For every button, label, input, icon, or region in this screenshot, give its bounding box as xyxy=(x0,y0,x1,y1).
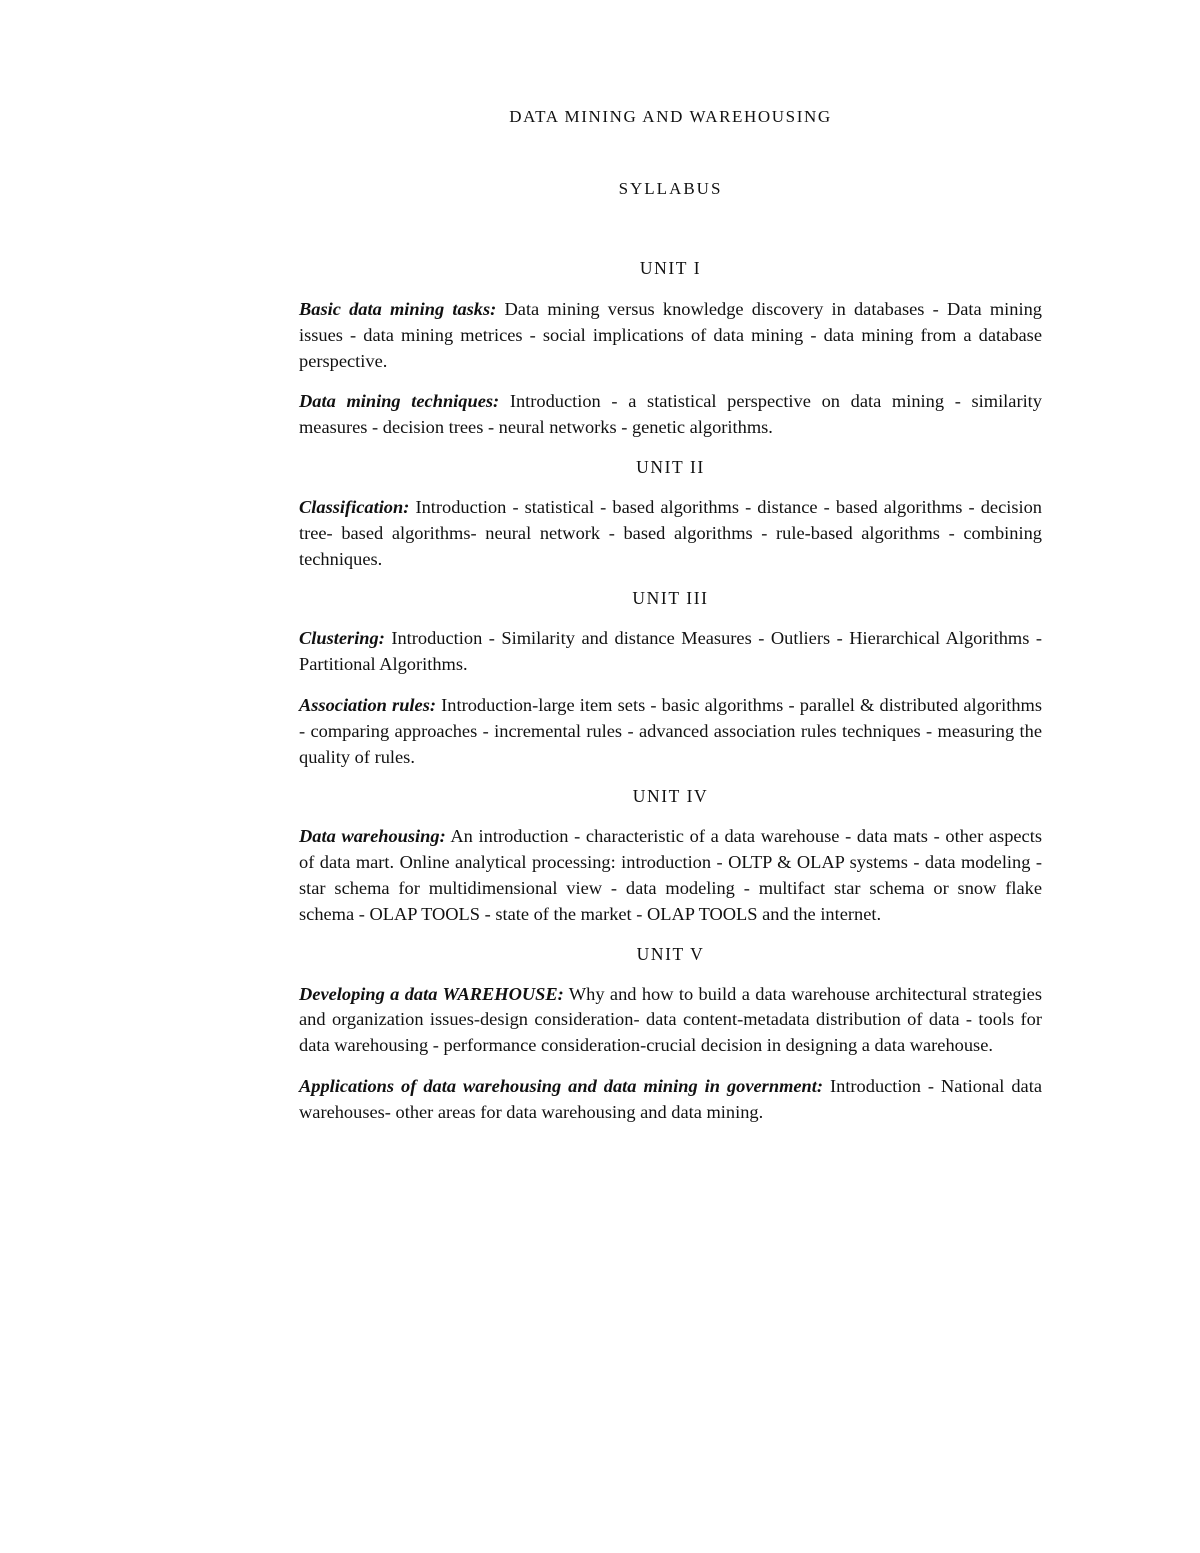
topic-label: Developing a data WAREHOUSE: xyxy=(299,983,564,1004)
unit-heading: UNIT I xyxy=(639,258,702,278)
document-title: DATA MINING AND WAREHOUSING xyxy=(509,107,832,126)
topic-text: Why and how to build a data warehouse architectural strategies and organization issues-design consideration- data content-metadata distribution of data - tools for data warehousing - performance consideration-crucial decision in designing a data warehouse. xyxy=(299,983,1042,1056)
topic-paragraph xyxy=(299,626,1042,678)
unit-heading: UNIT V xyxy=(636,943,705,964)
unit-section-3 xyxy=(299,585,1042,770)
topic-label: Association rules: xyxy=(299,694,436,715)
topic-label: Classification: xyxy=(299,496,410,517)
topic-label: Data mining techniques: xyxy=(299,391,500,412)
topic-text: Introduction - National data warehouses- other areas for data warehousing and data mining. xyxy=(299,1075,1042,1122)
topic-label: Basic data mining tasks: xyxy=(299,299,497,319)
unit-heading: UNIT III xyxy=(632,588,709,609)
topic-label: Data warehousing: xyxy=(299,826,446,847)
unit-section-5 xyxy=(299,941,1042,1126)
topic-paragraph xyxy=(299,824,1042,927)
unit-section-1 xyxy=(299,255,1042,441)
topic-text: Data mining versus knowledge discovery in databases - Data mining issues - data mining metrices - social implications of data mining - data mining from a database perspective. xyxy=(299,299,1042,371)
topic-paragraph xyxy=(299,1074,1042,1126)
unit-section-4 xyxy=(299,783,1042,927)
document-subtitle: SYLLABUS xyxy=(618,179,723,198)
topic-text: Introduction-large item sets - basic algorithms - parallel & distributed algorithms - comparing approaches - incremental rules - advanced association rules techniques - measuring the quality of rules. xyxy=(299,694,1042,767)
topic-text: An introduction - characteristic of a data warehouse - data mats - other aspects of data mart. Online analytical processing: introduction - OLTP & OLAP systems - data modeling - star schema for multidimensional view - data modeling - multifact star schema or snow flake schema - OLAP TOOLS - state of the market - OLAP TOOLS and the internet. xyxy=(299,826,1042,924)
unit-section-2 xyxy=(299,454,1042,572)
unit-heading: UNIT IV xyxy=(632,786,709,807)
topic-paragraph xyxy=(299,495,1042,572)
syllabus-document xyxy=(299,103,1042,1126)
topic-paragraph xyxy=(299,297,1042,374)
topic-label: Applications of data warehousing and data mining in government: xyxy=(299,1075,823,1096)
topic-label: Clustering: xyxy=(299,628,385,649)
topic-paragraph xyxy=(299,982,1042,1059)
topic-text: Introduction - a statistical perspective on data mining - similarity measures - decision trees - neural networks - genetic algorithms. xyxy=(299,391,1042,438)
unit-heading: UNIT II xyxy=(636,456,705,477)
topic-paragraph xyxy=(299,693,1042,770)
topic-text: Introduction - statistical - based algorithms - distance - based algorithms - decision tree- based algorithms- neural network - based algorithms - rule-based algorithms - combining techniques. xyxy=(299,496,1042,569)
topic-text: Introduction - Similarity and distance Measures - Outliers - Hierarchical Algorithms - Partitional Algorithms. xyxy=(299,628,1042,675)
topic-paragraph xyxy=(299,389,1042,441)
